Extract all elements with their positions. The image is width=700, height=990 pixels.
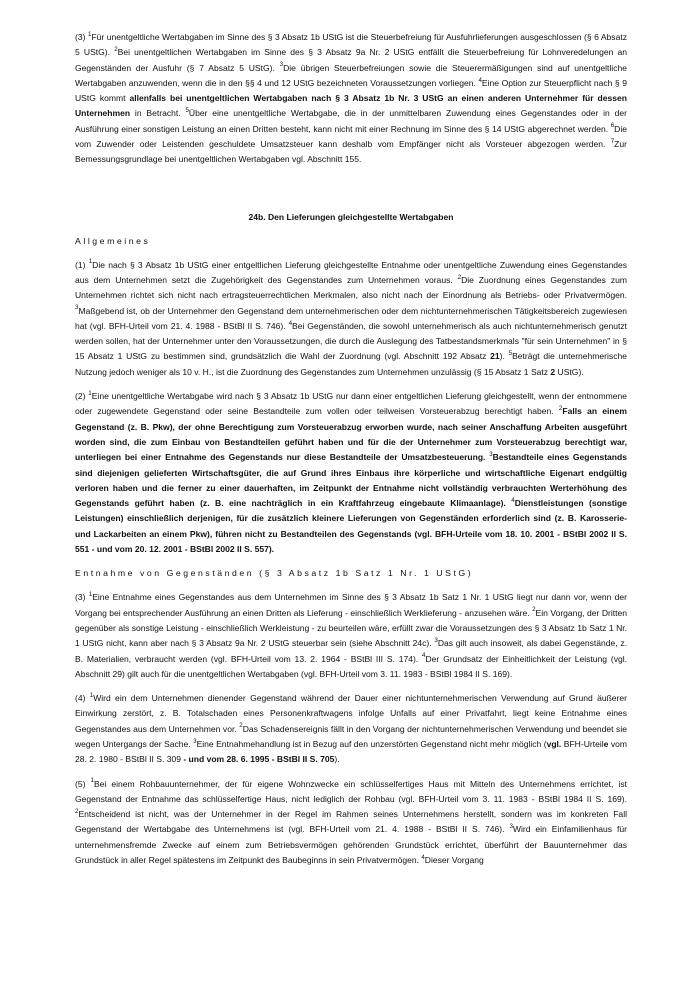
text-run: Eine Entnahmehandlung ist in Bezug auf den unzerstörten Gegenstand nicht mehr möglich (	[196, 738, 547, 749]
sentence-number: 2	[75, 807, 79, 815]
text-run: (1)	[75, 259, 89, 270]
amended-text: 21	[490, 351, 500, 362]
text-run: Eine Entnahme eines Gegenstandes aus dem Unternehmen im Sinne des § 3 Absatz 1b Satz 1 Nr. 1 UStG liegt nur dann vor, wenn der Vorgang bei entsprechender Ausführung an einen Dritten als Lieferung - einschließlich Werklieferung - anzusehen wäre.	[75, 592, 627, 618]
text-run: ).	[499, 351, 509, 362]
amended-text: e	[603, 738, 609, 749]
paragraph-3-withdrawal	[75, 590, 627, 682]
text-run: Ein Vorgang, der Dritten gegenüber als sonstige Leistung - einschließlich Werkleistung - zu beurteilen wäre, erfüllt zwar die Voraussetzungen des § 3 Absatz 1b Satz 1 Nr. 1 UStG nicht, kann aber nach § 3 Absatz 9a Nr. 2 UStG steuerbar sein (siehe Abschnitt 24c).	[75, 607, 627, 649]
sentence-number: 3	[509, 823, 513, 831]
sentence-number: 5	[508, 350, 513, 358]
section-heading: 24b. Den Lieferungen gleichgestellte Wertabgaben	[248, 211, 454, 222]
text-run: (3)	[75, 32, 88, 42]
sentence-number: 2	[532, 606, 536, 614]
document-body	[75, 30, 627, 868]
text-run: BFH-Urteil	[561, 738, 604, 749]
sentence-number: 1	[90, 777, 94, 785]
sentence-number: 1	[88, 389, 92, 397]
sentence-number: 2	[457, 273, 462, 281]
sentence-number: 1	[89, 691, 94, 699]
sentence-number: 4	[511, 496, 515, 504]
text-run: (2)	[75, 391, 89, 402]
text-run: (3)	[75, 592, 89, 603]
text-run: Der Grundsatz der Einheitlichkeit der Leistung (vgl. Abschnitt 29) gilt auch für die unentgeltlichen Wertabgaben (vgl. BFH-Urteil vom 3. 11. 1983 - BStBl 1984 II S. 169).	[75, 653, 628, 679]
sentence-number: 7	[610, 137, 615, 145]
paragraph-4-destruction	[75, 691, 627, 767]
paragraph-2-input-tax	[75, 389, 627, 557]
text-run: (5)	[75, 778, 91, 789]
sentence-number: 3	[75, 304, 79, 312]
paragraph-5-building	[75, 777, 627, 869]
amended-text: allenfalls bei unentgeltlichen Wertabgaben nach § 3 Absatz 1b Nr. 3 UStG an einen anderen Unternehmer für dessen Unternehmen	[75, 93, 627, 119]
text-run: Wird ein dem Unternehmen dienender Gegenstand während der Dauer einer nichtunternehmerischen Verwendung auf Grund äußerer Einwirkung zerstört, z. B. Totalschaden eines Personenkraftwagens infolge Unfalls auf einer Privatfahrt, liegt keine Entnahme eines Gegenstandes aus dem Unternehmen vor.	[75, 693, 627, 734]
amended-text: Dienstleistungen (sonstige Leistungen) einschließlich derjenigen, für die zusätzlich kleinere Lieferungen von Gegenständen erforderlich sind (z. B. Karosserie- und Lackarbeiten an einem Pkw), führen nicht zu Bestandteilen des Gegenstands (vgl. BFH-Urteile vom 18. 10. 2001 - BStBl 2002 II S. 551 - und vom 20. 12. 2001 - BStBl 2002 II S. 557).	[75, 498, 627, 555]
amended-text: vgl.	[546, 738, 562, 749]
sentence-number: 6	[610, 122, 615, 130]
sentence-number: 1	[87, 30, 92, 38]
text-run: Die nach § 3 Absatz 1b UStG einer entgeltlichen Lieferung gleichgestellte Entnahme oder unentgeltliche Zuwendung eines Gegenstandes aus dem Unternehmen setzt die Zugehörigkeit des Gegenstandes zum Unternehmen voraus.	[75, 259, 628, 285]
text-run: in Betracht.	[130, 108, 186, 119]
sentence-number: 3	[489, 450, 493, 458]
text-run: Bei Gegenständen, die sowohl unternehmerisch als auch nichtunternehmerisch genutzt werden sollen, hat der Unternehmer unter den Voraussetzungen, die durch die Auslegung des Tatbestandsmerkmals "für sein Unternehmen" in § 15 Absatz 1 UStG zu bestimmen sind, grundsätzlich die Wahl der Zuordnung (vgl. Abschnitt 192 Absatz	[75, 320, 627, 362]
sentence-number: 5	[185, 107, 189, 115]
text-run: Das gilt auch insoweit, als dabei Gegenstände, z. B. Materialien, verbraucht werden (vgl. BFH-Urteil vom 13. 2. 1964 - BStBl III S. 174).	[75, 638, 628, 664]
amended-text: - und vom 28. 6. 1995 - BStBl II S. 705	[183, 754, 335, 765]
text-run: vom 28. 2. 1980 - BStBl II S. 309	[75, 738, 627, 765]
sentence-number: 4	[422, 652, 426, 660]
text-run: Das Schadensereignis fällt in den Vorgang der nichtunternehmerischen Verwendung und beendet sie wegen Untergangs der Sache.	[75, 723, 627, 749]
sentence-number: 2	[239, 722, 243, 730]
paragraph-1-assignment	[75, 258, 627, 380]
sentence-number: 1	[88, 258, 93, 266]
amended-text: 2	[550, 366, 556, 377]
text-run: Dieser Vorgang	[424, 855, 484, 866]
text-run: Maßgebend ist, ob der Unternehmer den Gegenstand dem unternehmerischen oder dem nichtunternehmerischen Tätigkeitsbereich zugewiesen hat (vgl. BFH-Urteil vom 21. 4. 1988 - BStBl II S. 746).	[75, 305, 627, 331]
text-run: Über eine unentgeltliche Wertabgabe, die in der unmittelbaren Zuwendung eines Gegenstandes oder in der Ausführung einer sonstigen Leistung an einen Dritten besteht, kann nicht mit einer Rechnung im Sinne des § 14 UStG abgerechnet werden.	[75, 108, 627, 134]
amended-text: Bestandteile eines Gegenstands sind diejenigen gelieferten Wirtschaftsgüter, die auf Grund ihres Einbaus ihre körperliche und wirtschaftliche Eigenart endgültig verloren haben und die ferner zu einer dauerhaften, im Zeitpunkt der Entnahme nicht vollständig verbrauchten Werterhöhung des Gegenstands geführt haben (z. B. eine nachträglich in ein Kraftfahrzeug eingebaute Klimaanlage).	[75, 452, 627, 509]
text-run: Die Zuordnung eines Gegenstandes zum Unternehmen richtet sich nicht nach ertragsteuerrechtlichen Merkmalen, also nicht nach der Einordnung als Betriebs- oder Privatvermögen.	[75, 274, 627, 301]
text-run: Beträgt die unternehmerische Nutzung jedoch weniger als 10 v. H., ist die Zuordnung des Gegenstandes zum Unternehmen unzulässig (§ 15 Absatz 1 Satz	[75, 351, 627, 377]
amended-text: Falls an einem Gegenstand (z. B. Pkw), der ohne Berechtigung zum Vorsteuerabzug erworben wurde, nach seiner Anschaffung Arbeiten ausgeführt worden sind, die zum Einbau von Bestandteilen geführt haben und für die der Unternehmer zum Vorsteuerabzug berechtigt war, unterliegen bei einer Entnahme des Gegenstands nur diese Bestandteile der Umsatzbesteuerung.	[75, 406, 627, 463]
sentence-number: 4	[421, 853, 425, 861]
text-run: ).	[334, 754, 340, 765]
sentence-number: 4	[288, 319, 293, 327]
text-run: Die übrigen Steuerbefreiungen sowie die Steuerermäßigungen sind auf unentgeltliche Wertabgaben anzuwenden, wenn die in den §§ 4 und 12 UStG bezeichneten Voraussetzungen vorliegen.	[75, 62, 627, 88]
text-run: Zur Bemessungsgrundlage bei unentgeltlichen Wertabgaben vgl. Abschnitt 155.	[75, 139, 627, 165]
text-run: Für unentgeltliche Wertabgaben im Sinne des § 3 Absatz 1b UStG ist die Steuerbefreiung für Ausfuhrlieferungen ausgeschlossen (§ 6 Absatz 5 UStG).	[75, 32, 627, 58]
paragraph-3-tax-exemptions	[75, 30, 627, 168]
text-run: Eine Option zur Steuerpflicht nach § 9 UStG kommt	[75, 77, 627, 104]
text-run: Entscheidend ist nicht, was der Unternehmer in der Regel im Rahmen seines Unternehmens herstellt, sondern was im konkreten Fall Gegenstand der Wertabgabe des Unternehmens ist (vgl. BFH-Urteil vom 21. 4. 1988 - BStBl II S. 746).	[75, 809, 627, 835]
sentence-number: 2	[558, 405, 563, 412]
text-run: Bei unentgeltlichen Wertabgaben im Sinne des § 3 Absatz 9a Nr. 2 UStG entfällt die Steuerbefreiung für Lohnveredelungen an Gegenständen der Ausfuhr (§ 7 Absatz 5 UStG).	[75, 47, 628, 73]
sentence-number: 3	[434, 636, 438, 644]
sentence-number: 3	[193, 737, 197, 745]
text-run: UStG).	[555, 366, 584, 377]
subheading-withdrawal: Entnahme von Gegenständen (§ 3 Absatz 1b Satz 1 Nr. 1 UStG)	[75, 568, 474, 579]
text-run: Eine unentgeltliche Wertabgabe wird nach § 3 Absatz 1b UStG nur dann einer entgeltlichen Lieferung gleichgestellt, wenn der entnommene oder zugewendete Gegenstand oder seine Bestandteile zum vollen oder teilweisen Vorsteuerabzug berechtigt haben.	[75, 391, 627, 417]
sentence-number: 2	[114, 45, 118, 53]
sentence-number: 3	[279, 61, 284, 69]
subheading-general: Allgemeines	[75, 235, 151, 246]
sentence-number: 4	[478, 76, 482, 84]
text-run: (4)	[75, 693, 90, 704]
text-run: Die vom Zuwender oder Leistenden geschuldete Umsatzsteuer kann deshalb vom Empfänger nicht als Vorsteuer abgezogen werden.	[75, 123, 627, 150]
text-run: Wird ein Einfamilienhaus für unternehmensfremde Zwecke auf einem zum Betriebsvermögen gehörenden Grundstück errichtet, überführt der Bauunternehmer das Grundstück in aller Regel spätestens im Zeitpunkt des Baubeginns in sein Privatvermögen.	[75, 824, 627, 866]
text-run: Bei einem Rohbauunternehmer, der für eigene Wohnzwecke ein schlüsselfertiges Haus mit Mitteln des Unternehmens errichtet, ist Gegenstand der Entnahme das schlüsselfertige Haus, nicht lediglich der Rohbau (vgl. BFH-Urteil vom 3. 11. 1983 - BStBl 1984 II S. 169).	[75, 778, 627, 804]
sentence-number: 1	[88, 590, 93, 598]
